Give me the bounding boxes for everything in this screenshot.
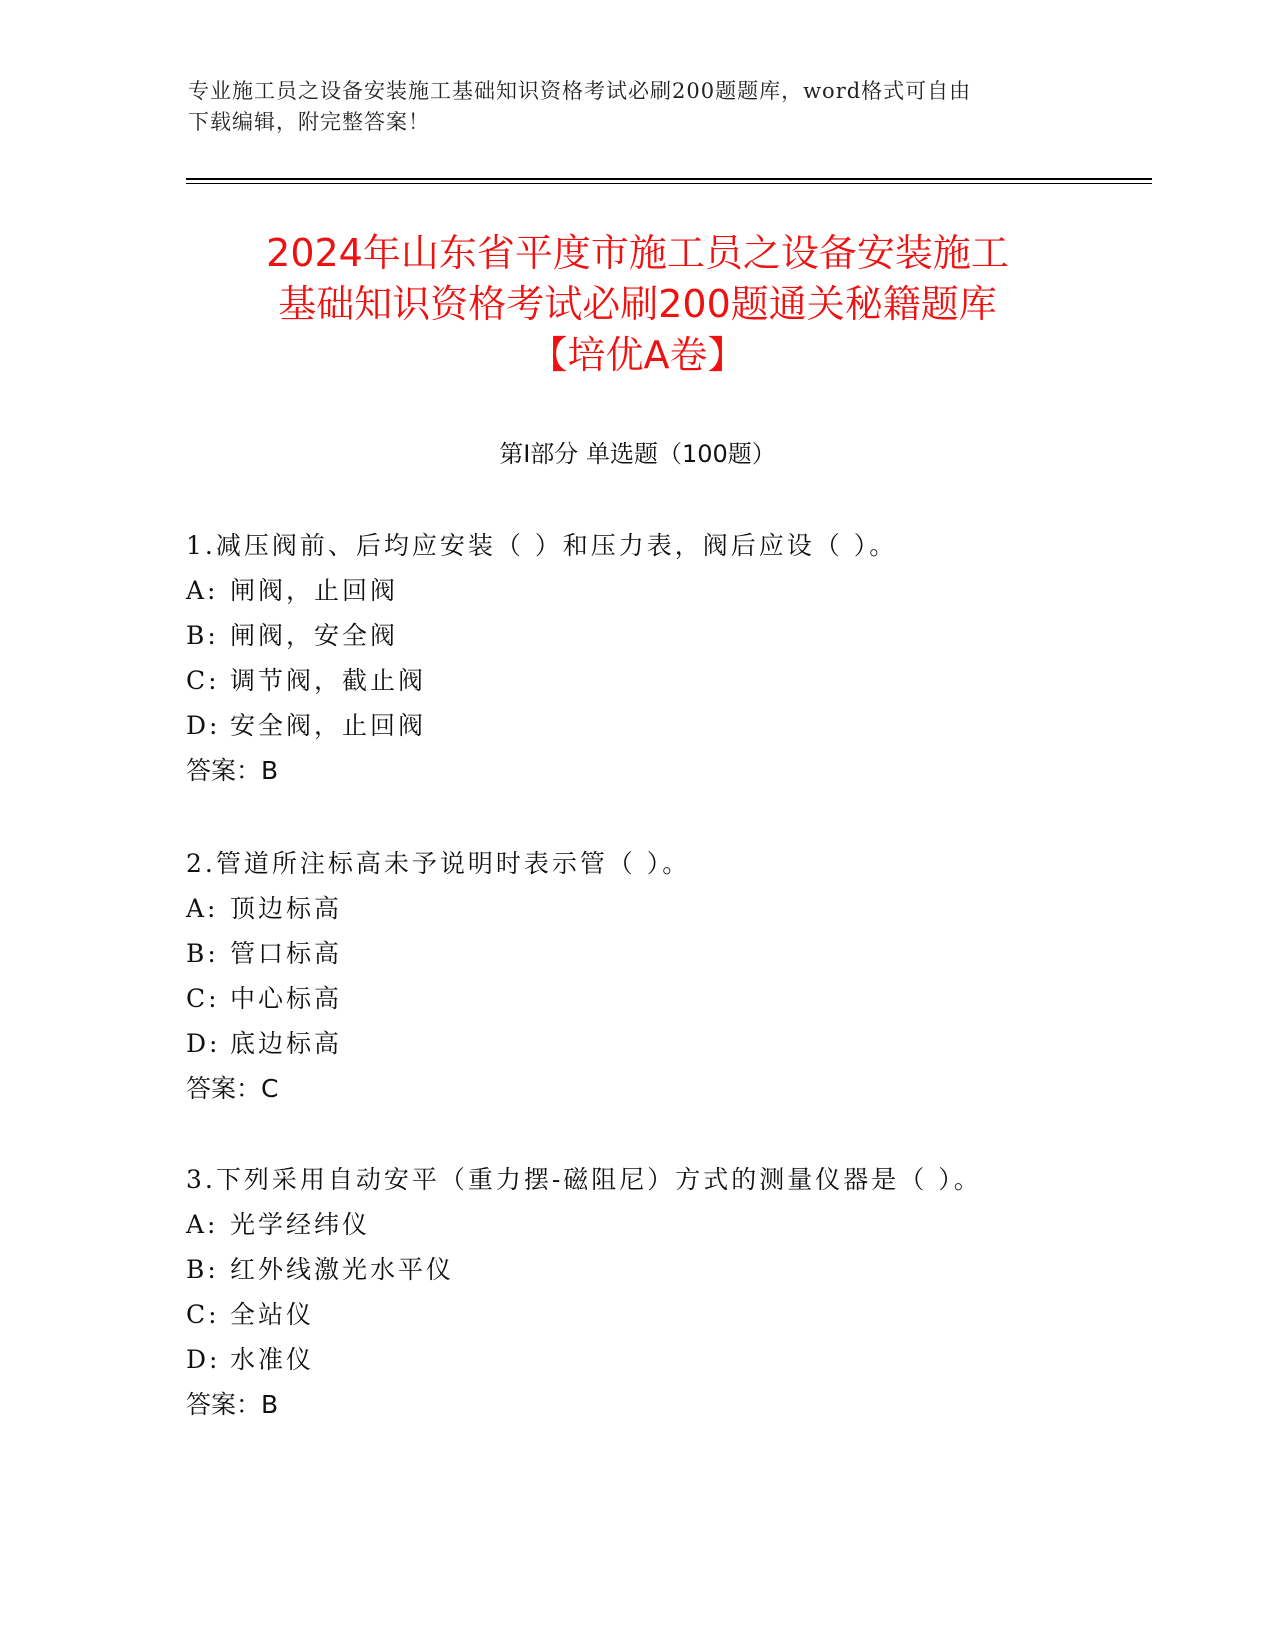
title-line-2: 基础知识资格考试必刷200题通关秘籍题库: [278, 282, 997, 326]
option-letter: C:: [186, 984, 220, 1013]
option-a: [186, 886, 1146, 931]
answer: 答案：C: [186, 1074, 279, 1103]
option-letter: B:: [186, 939, 219, 968]
option-text: 水准仪: [230, 1345, 315, 1374]
option-text: 顶边标高: [230, 894, 343, 923]
question-stem: 3.下列采用自动安平（重力摆-磁阻尼）方式的测量仪器是（ ）。: [186, 1165, 982, 1194]
option-a: [186, 1202, 1146, 1247]
question-3: [186, 1157, 1146, 1427]
option-letter: D:: [186, 1029, 221, 1058]
option-a: [186, 568, 1146, 613]
question-stem: 1.减压阀前、后均应安装（ ）和压力表，阀后应设（ ）。: [186, 531, 898, 560]
option-d: [186, 1021, 1146, 1066]
question-stem: 2.管道所注标高未予说明时表示管（ ）。: [186, 849, 691, 878]
header-rule-thick: [186, 178, 1152, 180]
header-rule-thin: [186, 183, 1152, 184]
option-d: [186, 703, 1146, 748]
option-c: [186, 976, 1146, 1021]
answer: 答案：B: [186, 1390, 279, 1419]
option-b: [186, 1247, 1146, 1292]
option-text: 调节阀，截止阀: [230, 666, 427, 695]
option-letter: A:: [186, 1210, 219, 1239]
option-b: [186, 931, 1146, 976]
option-letter: A:: [186, 894, 219, 923]
answer: 答案：B: [186, 756, 279, 785]
header-note-line-1: 专业施工员之设备安装施工基础知识资格考试必刷200题题库，word格式可自由: [188, 79, 972, 103]
option-letter: D:: [186, 1345, 221, 1374]
option-text: 红外线激光水平仪: [230, 1255, 455, 1284]
section-heading: 第I部分 单选题（100题）: [499, 440, 776, 468]
option-letter: D:: [186, 711, 221, 740]
option-letter: A:: [186, 576, 219, 605]
option-letter: B:: [186, 621, 219, 650]
option-d: [186, 1337, 1146, 1382]
option-c: [186, 658, 1146, 703]
option-text: 全站仪: [230, 1300, 315, 1329]
option-text: 管口标高: [230, 939, 343, 968]
title-line-3: 【培优A卷】: [529, 333, 746, 377]
option-text: 安全阀，止回阀: [230, 711, 427, 740]
option-text: 光学经纬仪: [230, 1210, 371, 1239]
header-note: [188, 76, 1088, 138]
header-note-line-2: 下载编辑，附完整答案！: [188, 110, 430, 134]
option-text: 底边标高: [230, 1029, 343, 1058]
option-text: 闸阀，安全阀: [230, 621, 399, 650]
title-line-1: 2024年山东省平度市施工员之设备安装施工: [266, 231, 1009, 275]
document-title: [150, 228, 1125, 381]
option-text: 闸阀，止回阀: [230, 576, 399, 605]
option-text: 中心标高: [230, 984, 343, 1013]
question-1: [186, 523, 1146, 793]
option-c: [186, 1292, 1146, 1337]
option-letter: B:: [186, 1255, 219, 1284]
option-letter: C:: [186, 1300, 220, 1329]
option-letter: C:: [186, 666, 220, 695]
question-2: [186, 841, 1146, 1111]
option-b: [186, 613, 1146, 658]
